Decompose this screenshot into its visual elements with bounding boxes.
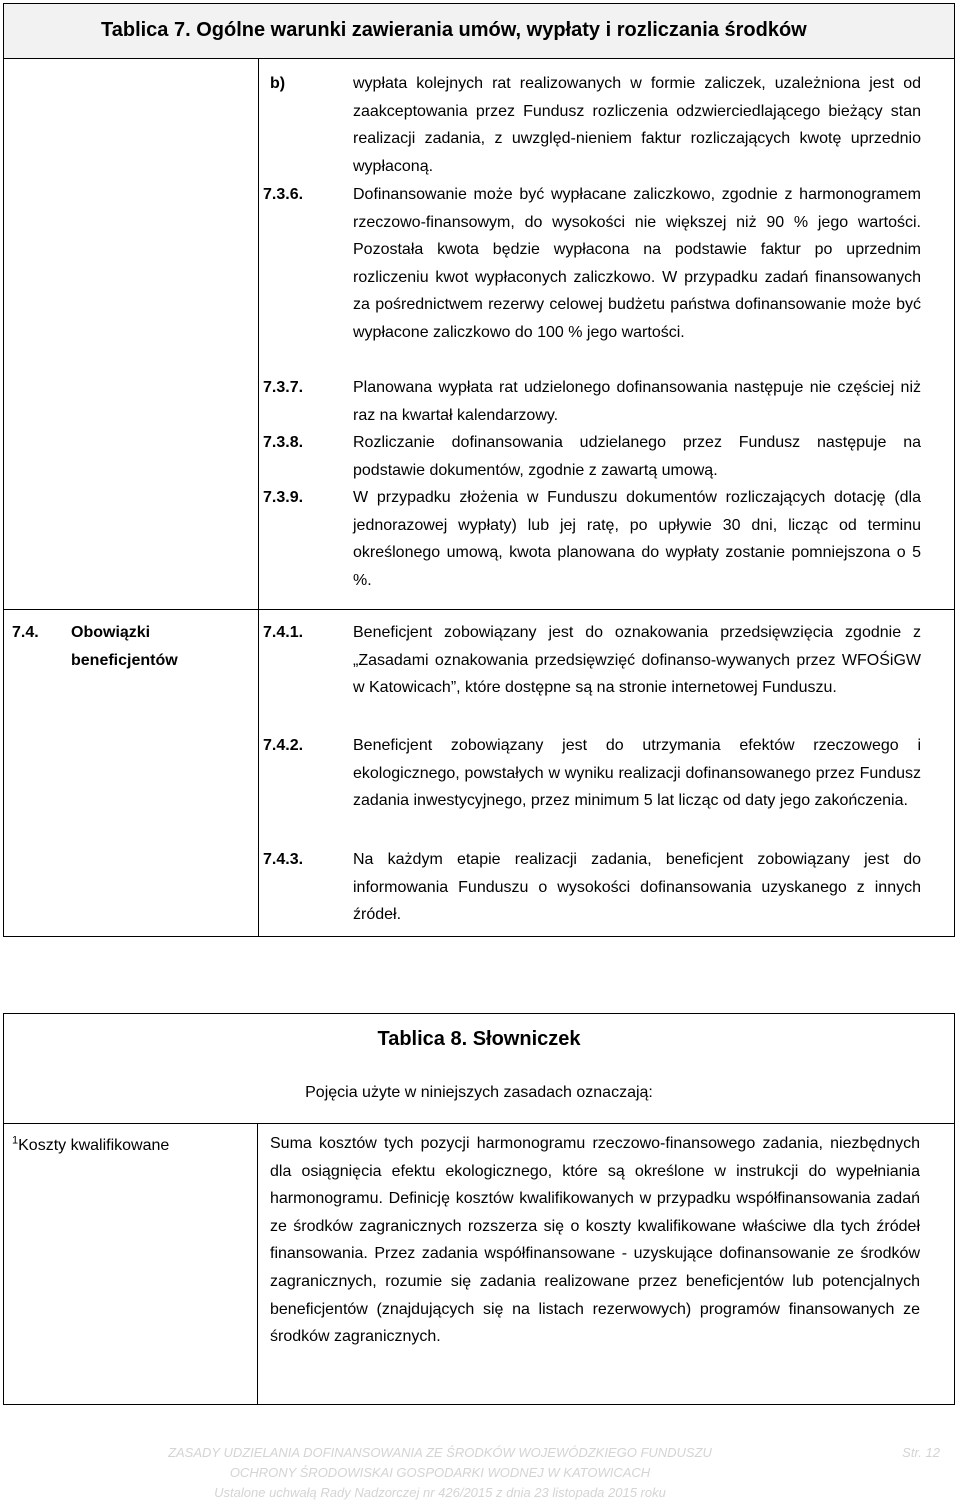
item-number: b) bbox=[270, 75, 286, 92]
table-7-header bbox=[4, 4, 954, 59]
term-label: Koszty kwalifikowane bbox=[18, 1137, 170, 1154]
item-text: Na każdym etapie realizacji zadania, beneficjent zobowiązany jest do informowania Funduszu o wysokości dofinansowania uzyskanego z innych źródeł. bbox=[353, 851, 921, 924]
item-text: Rozliczanie dofinansowania udzielanego przez Fundusz następuje na podstawie dokumentów, zgodnie z zawartą umową. bbox=[353, 434, 921, 479]
section-number: 7.4. bbox=[12, 624, 39, 641]
item-text: Planowana wypłata rat udzielonego dofinansowania następuje nie częściej niż raz na kwartał kalendarzowy. bbox=[353, 379, 921, 424]
footer-line: Ustalone uchwałą Rady Nadzorczej nr 426/2015 z dnia 23 listopada 2015 roku bbox=[214, 1485, 666, 1500]
section-label: beneficjentów bbox=[71, 652, 178, 669]
item-text: Beneficjent zobowiązany jest do oznakowania przedsięwzięcia zgodnie z „Zasadami oznakowania przedsięwzięć dofinanso-wywanych przez WFOŚiGW w Katowicach”, które dostępne są na stronie internetowej Funduszu. bbox=[353, 624, 921, 697]
column-divider bbox=[258, 58, 259, 936]
glossary-term bbox=[12, 1132, 169, 1160]
section-label: Obowiązki bbox=[71, 624, 151, 641]
row-divider bbox=[4, 609, 954, 610]
item-number: 7.3.8. bbox=[263, 434, 304, 451]
table-8-title: Tablica 8. Słowniczek bbox=[377, 1028, 581, 1050]
column-divider bbox=[257, 1123, 258, 1404]
item-number: 7.4.3. bbox=[263, 851, 304, 868]
item-text: Beneficjent zobowiązany jest do utrzymania efektów rzeczowego i ekologicznego, powstałych w wyniku realizacji dofinansowanego przez Fundusz zadania inwestycyjnego, przez minimum 5 lat licząc od daty jego zakończenia. bbox=[353, 737, 921, 810]
footer-line: ZASADY UDZIELANIA DOFINANSOWANIA ZE ŚRODKÓW WOJEWÓDZKIEGO FUNDUSZU bbox=[168, 1445, 712, 1460]
table-7-title: Tablica 7. Ogólne warunki zawierania umów, wypłaty i rozliczania środków bbox=[101, 19, 807, 41]
item-number: 7.3.6. bbox=[263, 186, 304, 203]
item-number: 7.4.2. bbox=[263, 737, 304, 754]
footnote-marker: 1 bbox=[12, 1134, 19, 1147]
footer-line: OCHRONY ŚRODOWISKAI GOSPODARKI WODNEJ W KATOWICACH bbox=[229, 1465, 651, 1480]
item-number: 7.3.7. bbox=[263, 379, 304, 396]
page-number: Str. 12 bbox=[902, 1445, 940, 1460]
page-footer bbox=[0, 1443, 960, 1503]
table-7 bbox=[3, 3, 955, 937]
row-divider bbox=[4, 1123, 954, 1124]
glossary-definition: Suma kosztów tych pozycji harmonogramu rzeczowo-finansowego zadania, niezbędnych dla osiągnięcia efektu ekologicznego, które są określone w instrukcji do wypełniania harmonogramu. Definicję kosztów kwalifikowanych w przypadku współfinansowania zadań ze środków zagranicznych rozszerza się o koszty kwalifikowane właściwe dla tych źródeł finansowania. Przez zadania współfinansowane - uzyskujące dofinansowanie ze środków zagranicznych, rozumie się zadania realizowane przez beneficjentów lub potencjalnych beneficjentów (znajdujących się na listach rezerwowych) programów finansowanych ze środków zagranicznych. bbox=[270, 1135, 920, 1346]
item-text: W przypadku złożenia w Funduszu dokumentów rozliczających dotację (dla jednorazowej wypłaty) lub jej ratę, po upływie 30 dni, licząc od terminu określonego umową, kwota planowana do wypłaty zostanie pomniejszona o 5 %. bbox=[353, 489, 921, 589]
table-8 bbox=[3, 1013, 955, 1405]
item-text: wypłata kolejnych rat realizowanych w formie zaliczek, uzależniona jest od zaakceptowania przez Fundusz rozliczenia odzwierciedlającego bieżący stan realizacji zadania, z uwzględ-nieniem faktur rozliczających kwotę uprzednio wypłaconą. bbox=[353, 75, 921, 175]
item-text: Dofinansowanie może być wypłacane zaliczkowo, zgodnie z harmonogramem rzeczowo-finansowym, do wysokości nie większej niż 90 % jego wartości. Pozostała kwota będzie wypłacona na podstawie faktur po uprzednim rozliczeniu kwot wypłaconych zaliczkowo. W przypadku zadań finansowanych za pośrednictwem rezerwy celowej budżetu państwa dofinansowanie może być wypłacone zaliczkowo do 100 % jego wartości. bbox=[353, 186, 921, 341]
table-8-subtitle: Pojęcia użyte w niniejszych zasadach oznaczają: bbox=[305, 1084, 653, 1101]
item-number: 7.3.9. bbox=[263, 489, 304, 506]
item-number: 7.4.1. bbox=[263, 624, 304, 641]
